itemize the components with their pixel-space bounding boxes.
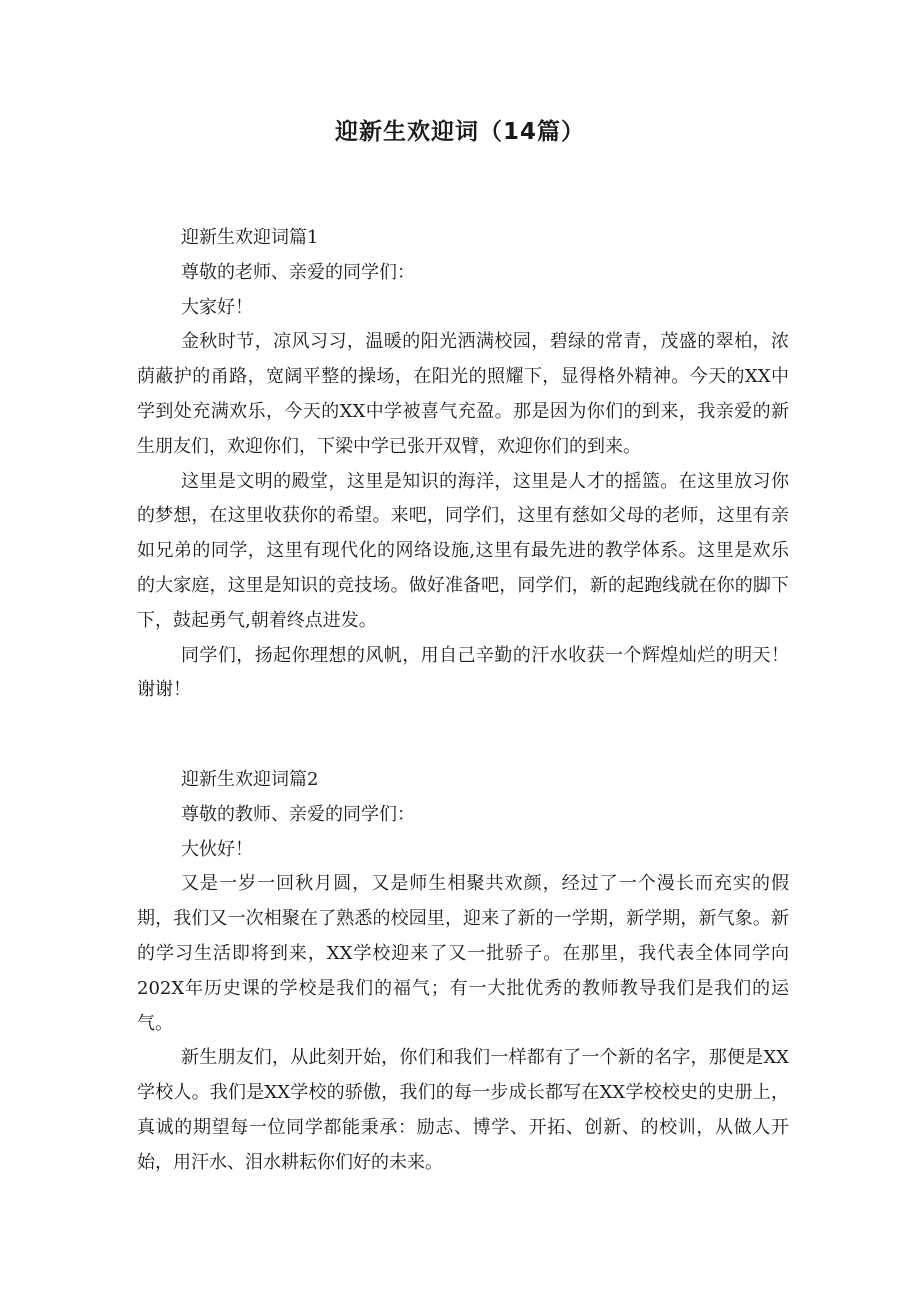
body-paragraph: 金秋时节，凉风习习，温暖的阳光洒满校园，碧绿的常青，茂盛的翠柏，浓荫蔽护的甬路，宽阔平整的操场，在阳光的照耀下，显得格外精神。今天的XX中学到处充满欢乐，今天的XX中学被喜气充盈。那是因为你们的到来，我亲爱的新生朋友们，欢迎你们，下梁中学已张开双臂，欢迎你们的到来。 [137, 331, 789, 457]
section-2 [137, 763, 789, 1181]
greeting: 大家好！ [181, 296, 253, 318]
section-heading: 迎新生欢迎词篇1 [181, 227, 319, 248]
section-heading: 迎新生欢迎词篇2 [181, 769, 319, 790]
section-1 [137, 221, 789, 708]
body-paragraph: 这里是文明的殿堂，这里是知识的海洋，这里是人才的摇篮。在这里放习你的梦想，在这里收获你的希望。来吧，同学们，这里有慈如父母的老师，这里有亲如兄弟的同学，这里有现代化的网络设施,这里有最先进的教学体系。这里是欢乐的大家庭，这里是知识的竞技场。做好准备吧，同学们，新的起跑线就在你的脚下下，鼓起勇气,朝着终点进发。 [137, 470, 789, 631]
salutation: 尊敬的老师、亲爱的同学们： [181, 261, 415, 283]
salutation: 尊敬的教师、亲爱的同学们： [181, 803, 415, 825]
greeting: 大伙好！ [181, 838, 253, 860]
document-title: 迎新生欢迎词（14篇） [334, 119, 585, 145]
body-paragraph: 新生朋友们，从此刻开始，你们和我们一样都有了一个新的名字，那便是XX学校人。我们是XX学校的骄傲，我们的每一步成长都写在XX学校校史的史册上，真诚的期望每一位同学都能秉承：励志、博学、开拓、创新、的校训，从做人开始，用汗水、泪水耕耘你们好的未来。 [137, 1047, 789, 1173]
body-paragraph: 又是一岁一回秋月圆，又是师生相聚共欢颜，经过了一个漫长而充实的假期，我们又一次相聚在了熟悉的校园里，迎来了新的一学期，新学期，新气象。新的学习生活即将到来，XX学校迎来了又一批骄子。在那里，我代表全体同学向202X年历史课的学校是我们的福气；有一大批优秀的教师教导我们是我们的运气。 [137, 873, 789, 1034]
body-paragraph: 同学们，扬起你理想的风帆，用自己辛勤的汗水收获一个辉煌灿烂的明天！谢谢！ [137, 644, 789, 701]
